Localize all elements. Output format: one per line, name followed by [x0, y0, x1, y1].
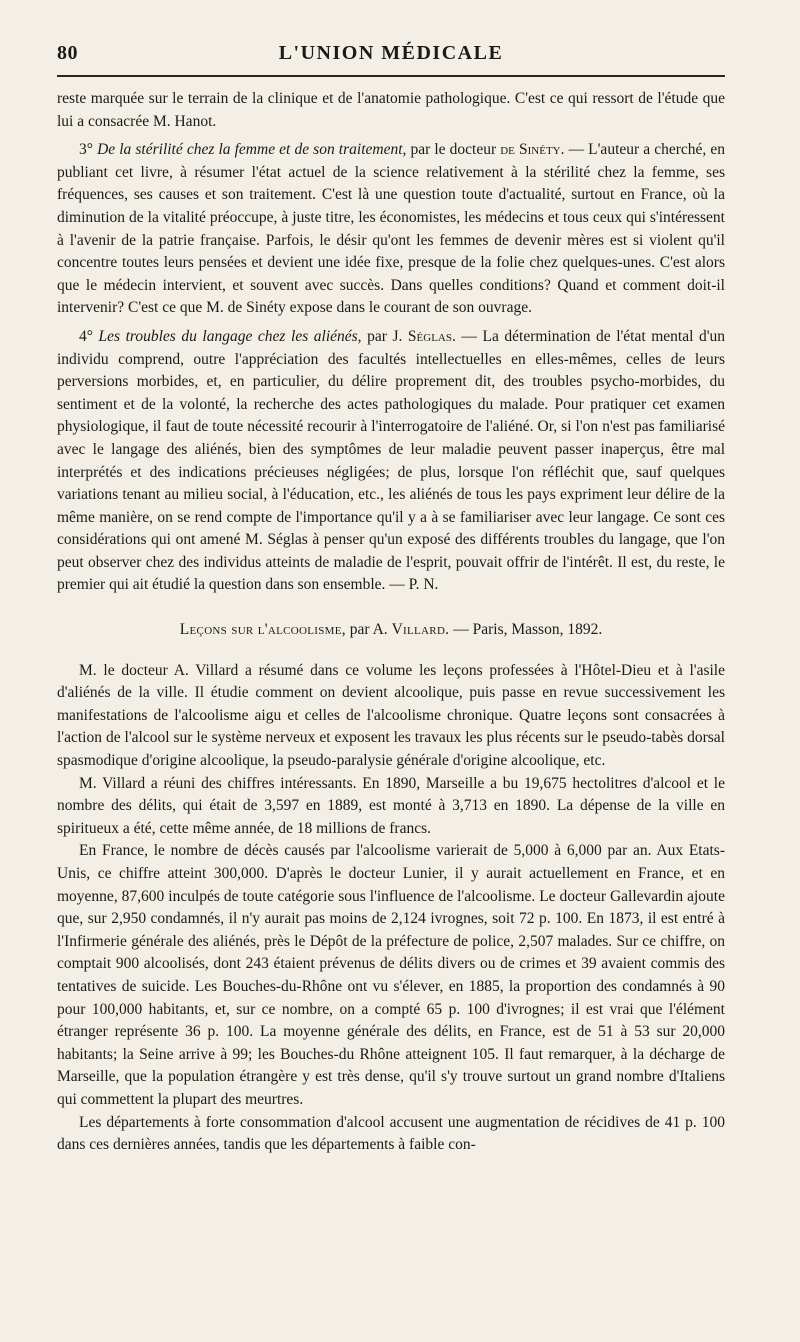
item-number: 4°: [79, 327, 93, 345]
section-paragraph: M. Villard a réuni des chiffres intéressants. En 1890, Marseille a bu 19,675 hectolitres d'alcool et le nombre des délits, qui était de 3,597 en 1889, est monté à 3,713 en 1890. La dépense de la ville en spiritueux a été, cette même année, de 18 millions de francs.: [57, 774, 725, 837]
book-title: Les troubles du langage chez les aliénés,: [98, 327, 362, 345]
review-item-language-disorders: [57, 326, 725, 597]
page-header: [57, 38, 725, 72]
book-title: De la stérilité chez la femme et de son traitement,: [97, 141, 407, 159]
item-number: 3°: [79, 141, 93, 159]
header-rule: [57, 75, 725, 77]
item-text: — L'auteur a cherché, en publiant cet livre, à résumer l'état actuel de la science relativement à la stérilité chez la femme, ses fréquences, ses causes et son traitement. C'est là une question toute d'actualité, surtout en France, où la diminution de la vitalité préoccupe, à juste titre, les économistes, les médecins et tous ceux qui s'intéressent à l'avenir de la patrie française. Parfois, le désir qu'ont les femmes de devenir mères est si violent qu'il concentre toutes leurs pensées et devient une idée fixe, presque de la folie chez quelques-unes. C'est alors que le médecin intervient, et souvent avec succès. Dans quelles conditions? Quand et comment doit-il intervenir? C'est ce que M. de Sinéty expose dans le courant de son ouvrage.: [57, 141, 726, 317]
running-title: L'UNION MÉDICALE: [278, 42, 504, 64]
paragraph-continuation: reste marquée sur le terrain de la clinique et de l'anatomie pathologique. C'est ce qui ressort de l'étude que lui a consacrée M. Hanot.: [57, 90, 725, 130]
review-item-sterility: [57, 139, 725, 320]
item-text: — La détermination de l'état mental d'un individu comprend, outre l'appréciation des facultés intellectuelles en elles-mêmes, celles de leurs perversions morbides, et, en particulier, du délire proprement dit, des troubles psycho-morbides, du sentiment et de la volonté, la recherche des actes pathologiques du malade. Pour pratiquer cet examen physiologique, il faut de toute nécessité recourir à l'interrogatoire de l'aliéné. Or, si l'on n'est pas familiarisé avec le langage des aliénés, bien des symptômes de leur maladie peuvent passer inaperçus, être mal interprétés et des indications précieuses négligées; de plus, lorsque l'on réfléchit que, sauf quelques variations tenant au milieu social, à l'éducation, etc., les aliénés de tous les pays expriment leur délire de la même manière, on se rend compte de l'importance qu'il y a à se familiariser avec leur langage. Ce sont ces considérations qui ont amené M. Séglas à penser qu'un exposé des différents troubles du langage, que l'on peut observer chez des individus atteints de maladie de l'esprit, pouvait offrir de l'intérêt. Il est, du reste, le premier qui ait étudié la question dans son ensemble. — P. N.: [57, 327, 725, 594]
section-title-by: par A.: [345, 621, 392, 639]
book-author: Séglas.: [407, 327, 456, 345]
section-title-main: Leçons sur l'alcoolisme,: [179, 621, 346, 639]
section-title-publisher: — Paris, Masson, 1892.: [449, 621, 603, 639]
article-body: [57, 88, 725, 1157]
section-paragraph: M. le docteur A. Villard a résumé dans ce volume les leçons professées à l'Hôtel-Dieu et à l'asile d'aliénés de la ville. Il étudie comment on devient alcoolique, puis passe en revue successivement les manifestations de l'alcoolisme aigu et celles de l'alcoolisme chronique. Quatre leçons sont consacrées à l'action de l'alcool sur le système nerveux et exposent les travaux les plus récents sur le pseudo-tabès dorsal spasmodique d'origine alcoolique, la pseudo-paralysie générale d'origine alcoolique, etc.: [57, 661, 725, 770]
item-by: par J.: [361, 327, 408, 345]
item-by: par le docteur: [406, 141, 501, 159]
section-title: [57, 619, 725, 642]
section-paragraph: En France, le nombre de décès causés par l'alcoolisme varierait de 5,000 à 6,000 par an. Aux Etats-Unis, ce chiffre atteint 300,000. D'après le docteur Lunier, il y aurait actuellement en France, et en moyenne, 87,600 inculpés de toute catégorie sous l'influence de l'alcoolisme. Le docteur Gallevardin ajoute que, sur 2,950 condamnés, il n'y aurait pas moins de 2,124 ivrognes, soit 72 p. 100. En 1873, il est entré à l'Infirmerie générale des aliénés, près le Dépôt de la préfecture de police, 2,507 malades. Sur ce chiffre, on comptait 900 alcoolisés, dont 243 étaient prévenus de délits divers ou de crimes et 39 avaient commis des tentatives de suicide. Les Bouches-du-Rhône ont vu s'élever, en 1885, la proportion des condamnés à 90 pour 100,000 habitants, et, sur ce nombre, on a compté 65 p. 100 d'ivrognes; il est vrai que l'élément étranger représente 36 p. 100. La moyenne générale des délits, en France, est de 51 à 53 sur 20,000 habitants; la Seine arrive à 99; les Bouches-du Rhône atteignent 105. Il faut remarquer, à la décharge de Marseille, que la population étrangère y est très dense, qu'il s'y trouve surtout un grand nombre d'Italiens qui commettent la plupart des meurtres.: [57, 842, 725, 1108]
book-author: de Sinéty.: [500, 141, 565, 159]
page-number: 80: [57, 42, 78, 64]
section-paragraph: Les départements à forte consommation d'alcool accusent une augmentation de récidives de 41 p. 100 dans ces dernières années, tandis que les départements à faible con-: [57, 1113, 725, 1154]
section-title-author: Villard.: [391, 621, 450, 639]
